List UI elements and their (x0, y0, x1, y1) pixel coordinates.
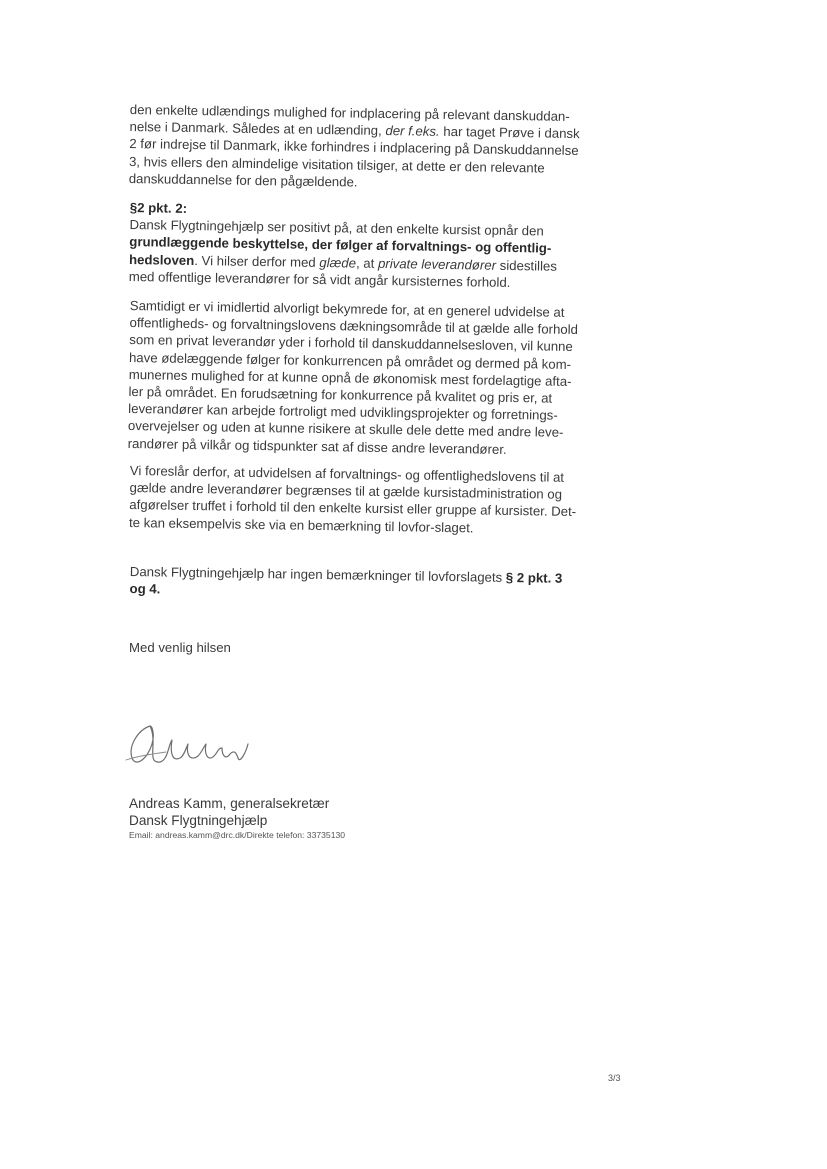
text-fragment: Dansk Flygtningehjælp har ingen bemærkninger til lovforslagets (129, 563, 503, 585)
bold-fragment: § 2 pkt. 3 (505, 569, 563, 586)
text-line: randører på vilkår og tidspunkter sat af disse andre leverandører. (127, 435, 507, 457)
closing-salutation: Med venlig hilsen (129, 640, 231, 655)
bold-text-line: og 4. (129, 581, 161, 597)
text-line: 2 før indrejse til Danmark, ikke forhindres i indplacering på Danskuddannelse (129, 136, 579, 159)
text-line: offentligheds- og forvaltningslovens dækningsområde til at gælde alle forhold (129, 315, 579, 338)
signature-graphic (118, 712, 258, 776)
text-line: med offentlige leverandører for så vidt angår kursisternes forhold. (128, 268, 511, 290)
signature-block (129, 795, 345, 841)
text-line: 3, hvis ellers den almindelige visitation tilsiger, at dette er den relevante (128, 153, 545, 176)
concern-paragraph (128, 297, 620, 460)
intro-paragraph (129, 101, 620, 195)
text-line: leverandører kan arbejde fortroligt med udviklingsprojekter og forretnings- (128, 401, 558, 423)
bold-text-line: grundlæggende beskyttelse, der følger af forvaltnings- og offentlig- (129, 234, 552, 257)
text-fragment: , at (355, 255, 375, 271)
text-line: munernes mulighed for at kunne opnå de økonomisk mest fordelagtige afta- (128, 366, 572, 389)
text-line: have ødelæggende følger for konkurrencen på området og dermed på kom- (128, 349, 572, 372)
text-fragment: . Vi hilser derfor med (194, 252, 316, 270)
bold-fragment: hedsloven (128, 251, 195, 268)
section-heading: §2 pkt. 2: (129, 199, 188, 216)
italic-fragment: private leverandører (377, 255, 497, 273)
signer-contact: Email: andreas.kamm@drc.dk/Direkte telefon: 33735130 (129, 830, 346, 840)
text-line: te kan eksempelvis ske via en bemærkning til lovfor-slaget. (128, 514, 474, 536)
text-line: ler på området. En forudsætning for konkurrence på kvalitet og pris er, at (128, 384, 553, 406)
proposal-paragraph (129, 462, 620, 539)
italic-fragment: glæde (319, 254, 357, 271)
text-line: afgørelser truffet i forhold til den enkelte kursist eller gruppe af kursister. Det- (129, 497, 577, 520)
text-line: overvejelser og uden at kunne risikere at skulle dele dette med andre leve- (127, 418, 564, 441)
no-remarks-paragraph (129, 563, 619, 605)
text-line: som en privat leverandør yder i forhold til danskuddannelsesloven, vil kunne (129, 332, 573, 355)
text-fragment: har taget Prøve i dansk (443, 124, 580, 142)
handwritten-signature (118, 712, 258, 781)
page-number: 3/3 (608, 1073, 621, 1083)
italic-fragment: der f.eks. (385, 123, 440, 140)
section-2-2-paragraph (129, 199, 620, 293)
text-line: Samtidigt er vi imidlertid alvorligt bekymrede for, at en generel udvidelse at (129, 297, 565, 320)
text-fragment: sidestilles (499, 257, 557, 274)
text-line: gælde andre leverandører begrænses til at gælde kursistadministration og (129, 480, 563, 502)
signer-name-title: Andreas Kamm, generalsekretær (129, 796, 330, 811)
signer-organization: Dansk Flygtningehjælp (129, 813, 268, 828)
text-fragment: nelse i Danmark. Således at en udlænding, (129, 119, 382, 139)
text-line: Dansk Flygtningehjælp ser positivt på, at den enkelte kursist opnår den (129, 217, 544, 239)
text-line: Vi foreslår derfor, at udvidelsen af forvaltnings- og offentlighedslovens til at (129, 462, 565, 485)
text-line: den enkelte udlændings mulighed for indplacering på relevant danskuddan- (129, 101, 570, 124)
text-line: danskuddannelse for den pågældende. (128, 170, 358, 190)
